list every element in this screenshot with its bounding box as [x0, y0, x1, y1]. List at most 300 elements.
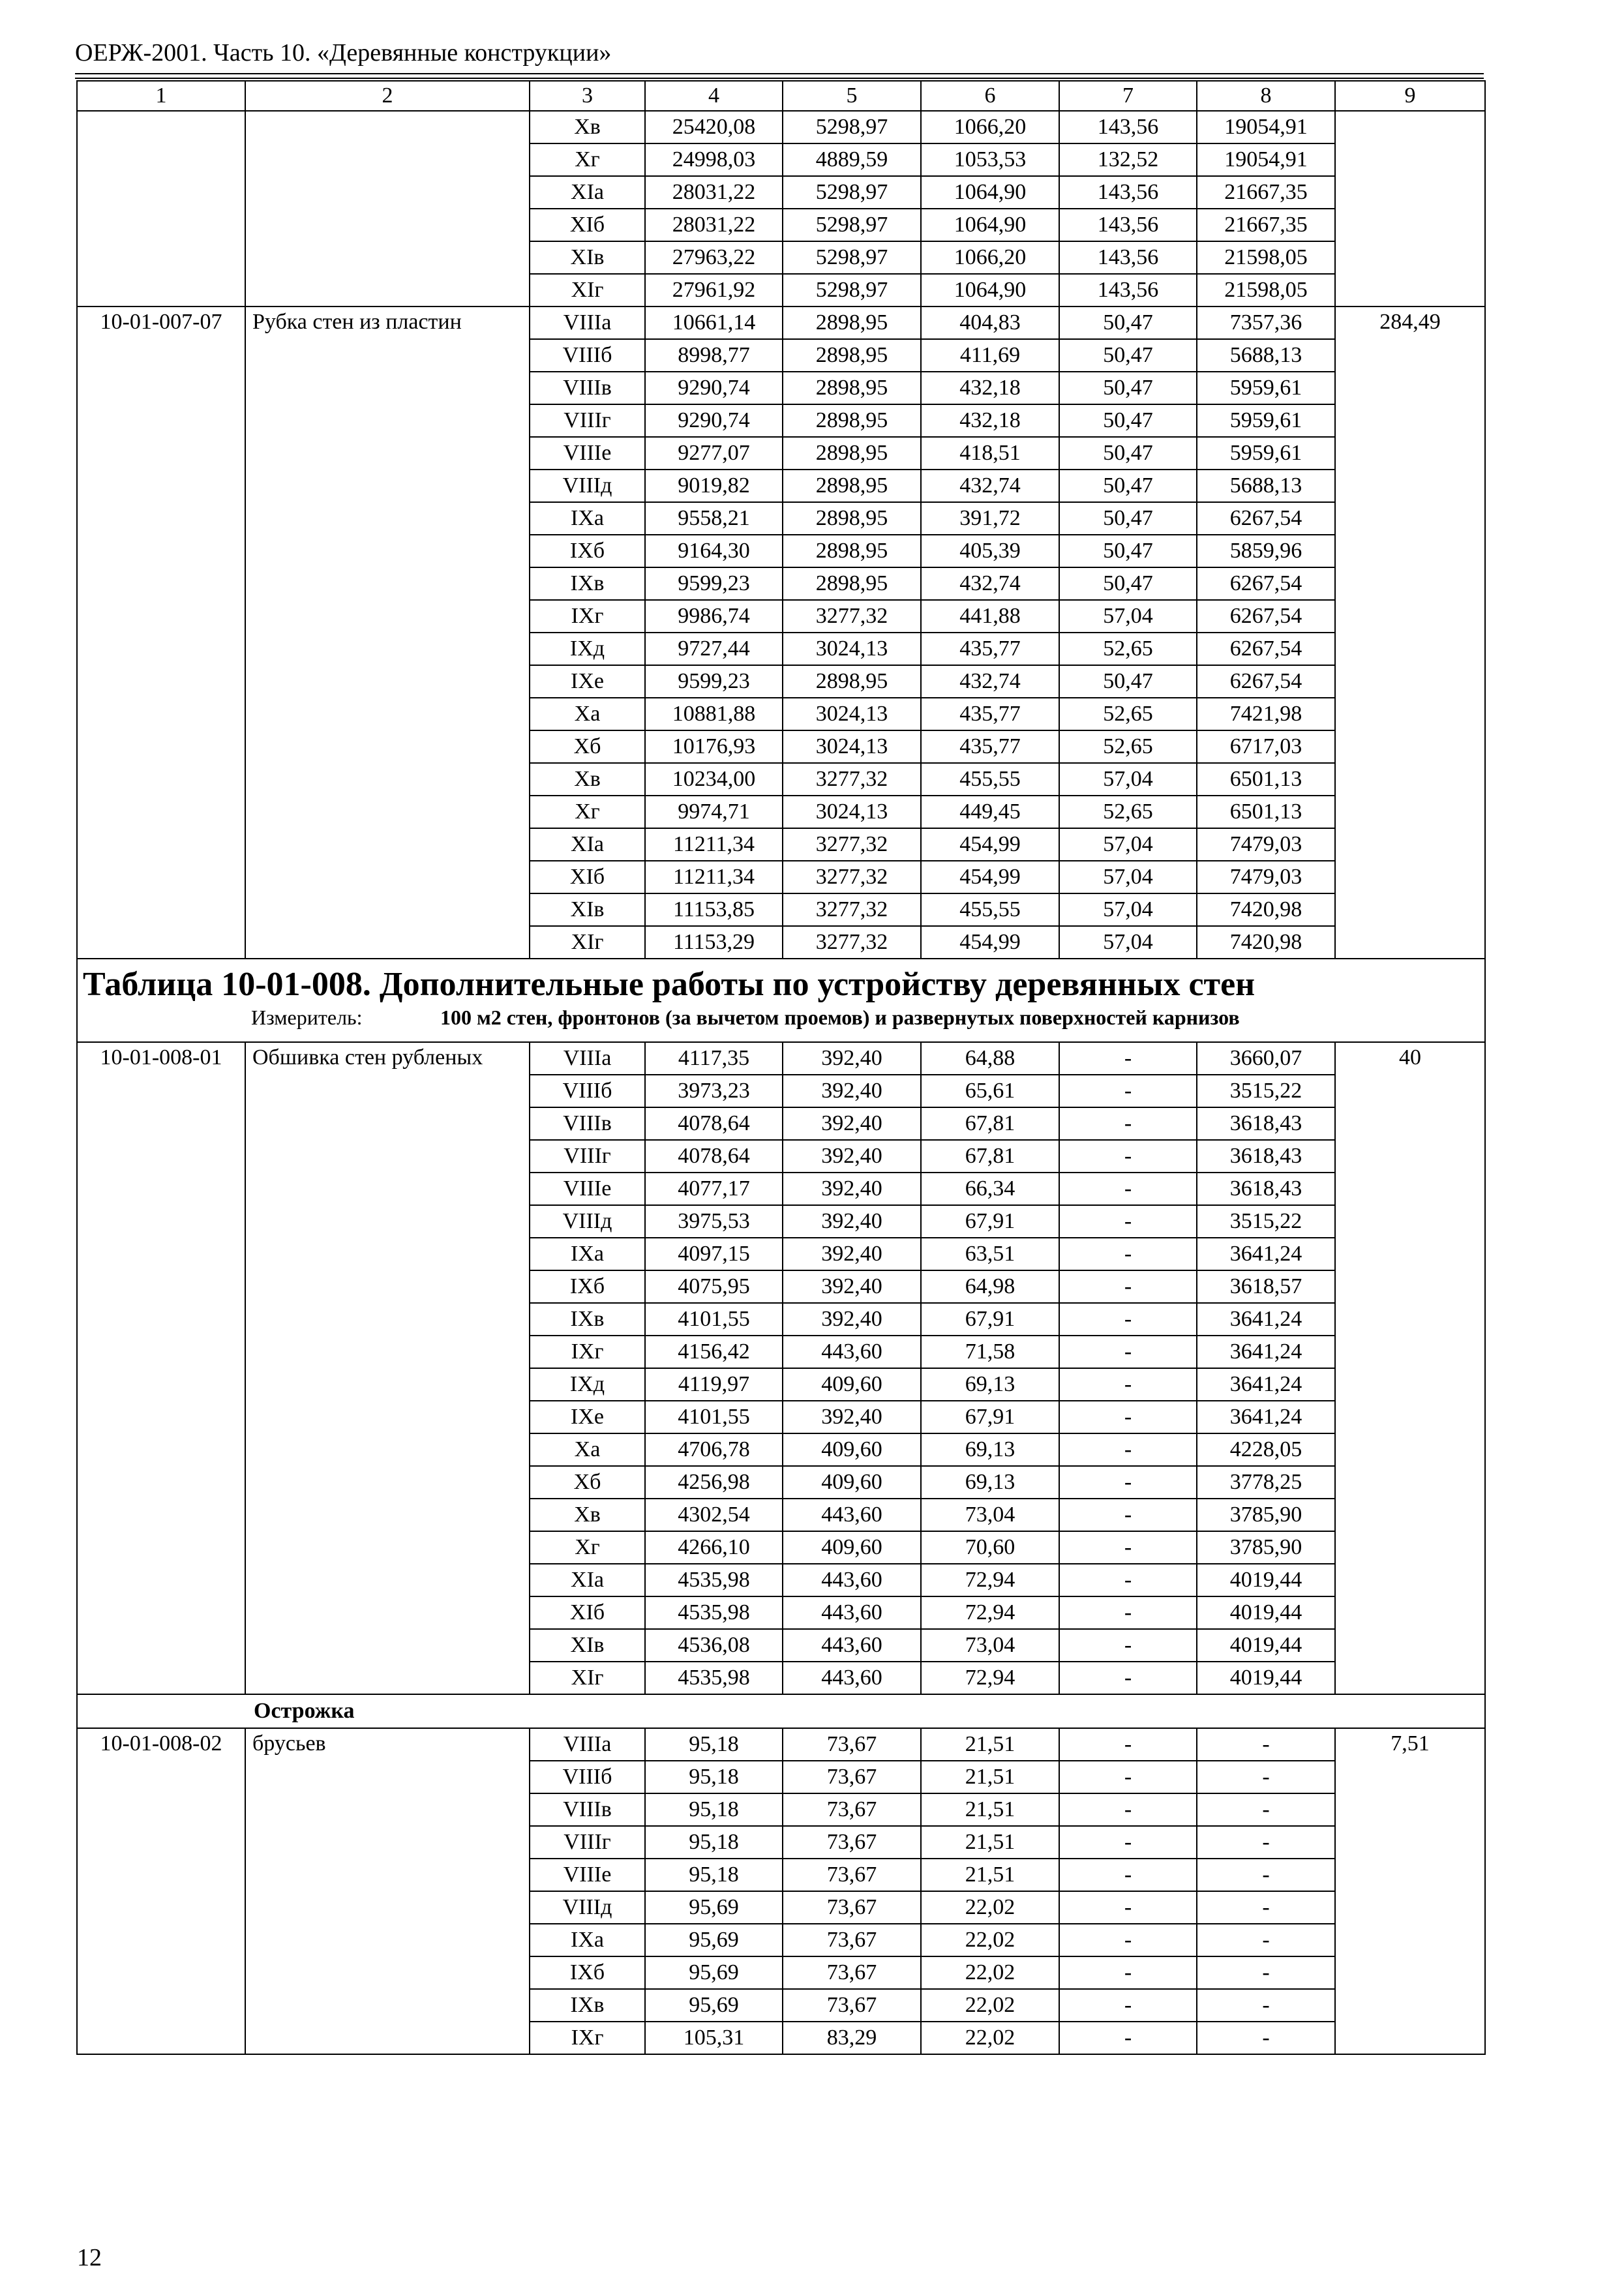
measure-value: 100 м2 стен, фронтонов (за вычетом проемов) и развернутых поверхностей карнизов — [440, 1006, 1240, 1030]
table-row — [77, 307, 1485, 339]
zone-cell: IXг — [530, 1336, 645, 1368]
value-cell: - — [1059, 1956, 1197, 1989]
value-cell: - — [1059, 1368, 1197, 1401]
value-cell: 454,99 — [921, 926, 1059, 959]
value-cell: 4535,98 — [645, 1662, 783, 1694]
value-cell: 1064,90 — [921, 209, 1059, 241]
value-cell: 3277,32 — [783, 828, 921, 861]
value-cell: 4078,64 — [645, 1107, 783, 1140]
value-cell: - — [1059, 1629, 1197, 1662]
zone-cell: VIIIа — [530, 1042, 645, 1075]
value-cell: 3641,24 — [1197, 1238, 1335, 1270]
value-cell: - — [1059, 1140, 1197, 1173]
unit-value: 7,51 — [1335, 1728, 1485, 2054]
zone-cell: VIIIг — [530, 404, 645, 437]
item-code: 10-01-007-07 — [77, 307, 245, 959]
value-cell: 432,74 — [921, 567, 1059, 600]
value-cell: 5959,61 — [1197, 372, 1335, 404]
value-cell: 143,56 — [1059, 241, 1197, 274]
value-cell: 10234,00 — [645, 763, 783, 796]
value-cell: 28031,22 — [645, 209, 783, 241]
value-cell: 95,69 — [645, 1989, 783, 2022]
value-cell: 455,55 — [921, 893, 1059, 926]
value-cell: 73,04 — [921, 1499, 1059, 1531]
value-cell: 4302,54 — [645, 1499, 783, 1531]
value-cell: 7479,03 — [1197, 828, 1335, 861]
value-cell: 72,94 — [921, 1662, 1059, 1694]
zone-cell: Xг — [530, 143, 645, 176]
column-header: 2 — [245, 81, 530, 111]
value-cell: 5859,96 — [1197, 535, 1335, 567]
value-cell: 57,04 — [1059, 600, 1197, 633]
value-cell: 143,56 — [1059, 176, 1197, 209]
zone-cell: IXд — [530, 1368, 645, 1401]
value-cell: 83,29 — [783, 2022, 921, 2054]
value-cell: 67,91 — [921, 1205, 1059, 1238]
value-cell: 95,18 — [645, 1859, 783, 1891]
value-cell: 57,04 — [1059, 861, 1197, 893]
value-cell: - — [1059, 1433, 1197, 1466]
unit-value: 284,49 — [1335, 307, 1485, 959]
zone-cell: XIв — [530, 893, 645, 926]
value-cell: 73,67 — [783, 1826, 921, 1859]
zone-cell: XIв — [530, 241, 645, 274]
value-cell: 4117,35 — [645, 1042, 783, 1075]
value-cell: 5298,97 — [783, 274, 921, 307]
zone-cell: XIб — [530, 861, 645, 893]
value-cell: 392,40 — [783, 1042, 921, 1075]
table-row — [77, 1042, 1485, 1075]
value-cell: 392,40 — [783, 1140, 921, 1173]
value-cell: 52,65 — [1059, 796, 1197, 828]
page-header-title: ОЕРЖ-2001. Часть 10. «Деревянные конструкции» — [75, 39, 612, 67]
zone-cell: VIIIв — [530, 1107, 645, 1140]
value-cell: - — [1059, 1466, 1197, 1499]
value-cell: 3515,22 — [1197, 1075, 1335, 1107]
value-cell: 2898,95 — [783, 665, 921, 698]
value-cell: 443,60 — [783, 1564, 921, 1596]
value-cell: 9974,71 — [645, 796, 783, 828]
value-cell: 5298,97 — [783, 241, 921, 274]
table-caption — [77, 959, 1485, 1042]
value-cell: 5959,61 — [1197, 437, 1335, 470]
value-cell: - — [1059, 2022, 1197, 2054]
zone-cell: IXв — [530, 1989, 645, 2022]
value-cell: 21,51 — [921, 1793, 1059, 1826]
value-cell: 64,98 — [921, 1270, 1059, 1303]
value-cell: 3277,32 — [783, 600, 921, 633]
zone-cell: VIIIб — [530, 339, 645, 372]
value-cell: 392,40 — [783, 1173, 921, 1205]
value-cell: 6267,54 — [1197, 502, 1335, 535]
item-name: брусьев — [245, 1728, 530, 2054]
value-cell: 9599,23 — [645, 665, 783, 698]
value-cell: 3618,57 — [1197, 1270, 1335, 1303]
value-cell: - — [1059, 1728, 1197, 1761]
value-cell: 57,04 — [1059, 763, 1197, 796]
zone-cell: IXб — [530, 1956, 645, 1989]
blank-cell — [245, 111, 530, 307]
zone-cell: IXа — [530, 1924, 645, 1956]
header-rule — [75, 78, 1484, 79]
value-cell: 4266,10 — [645, 1531, 783, 1564]
value-cell: 22,02 — [921, 1891, 1059, 1924]
column-header: 5 — [783, 81, 921, 111]
value-cell: - — [1059, 1303, 1197, 1336]
value-cell: 404,83 — [921, 307, 1059, 339]
value-cell: 392,40 — [783, 1401, 921, 1433]
value-cell: 6501,13 — [1197, 796, 1335, 828]
value-cell: 69,13 — [921, 1433, 1059, 1466]
zone-cell: VIIIв — [530, 372, 645, 404]
table-title: Таблица 10-01-008. Дополнительные работы по устройству деревянных стен — [83, 966, 1256, 1003]
value-cell: - — [1059, 1761, 1197, 1793]
zone-cell: Xб — [530, 730, 645, 763]
value-cell: 95,69 — [645, 1891, 783, 1924]
value-cell: 50,47 — [1059, 470, 1197, 502]
blank-cell — [77, 111, 245, 307]
value-cell: - — [1059, 1826, 1197, 1859]
zone-cell: VIIIе — [530, 1173, 645, 1205]
value-cell: 5688,13 — [1197, 470, 1335, 502]
zone-cell: Xг — [530, 796, 645, 828]
value-cell: 22,02 — [921, 1989, 1059, 2022]
value-cell: 72,94 — [921, 1596, 1059, 1629]
value-cell: 50,47 — [1059, 437, 1197, 470]
value-cell: 7420,98 — [1197, 926, 1335, 959]
column-header: 7 — [1059, 81, 1197, 111]
zone-cell: IXв — [530, 1303, 645, 1336]
value-cell: 5688,13 — [1197, 339, 1335, 372]
value-cell: 9290,74 — [645, 372, 783, 404]
value-cell: 67,81 — [921, 1107, 1059, 1140]
value-cell: 57,04 — [1059, 828, 1197, 861]
value-cell: 50,47 — [1059, 665, 1197, 698]
zone-cell: VIIIв — [530, 1793, 645, 1826]
value-cell: 3973,23 — [645, 1075, 783, 1107]
zone-cell: IXг — [530, 2022, 645, 2054]
value-cell: 435,77 — [921, 698, 1059, 730]
value-cell: 2898,95 — [783, 339, 921, 372]
value-cell: - — [1197, 1859, 1335, 1891]
value-cell: 3618,43 — [1197, 1140, 1335, 1173]
value-cell: 3641,24 — [1197, 1303, 1335, 1336]
unit-value: 40 — [1335, 1042, 1485, 1694]
value-cell: 9277,07 — [645, 437, 783, 470]
value-cell: 95,18 — [645, 1761, 783, 1793]
value-cell: 409,60 — [783, 1368, 921, 1401]
value-cell: 4889,59 — [783, 143, 921, 176]
value-cell: 25420,08 — [645, 111, 783, 143]
zone-cell: XIа — [530, 1564, 645, 1596]
zone-cell: XIг — [530, 926, 645, 959]
value-cell: 3641,24 — [1197, 1336, 1335, 1368]
value-cell: 22,02 — [921, 1956, 1059, 1989]
item-code: 10-01-008-02 — [77, 1728, 245, 2054]
value-cell: 4706,78 — [645, 1433, 783, 1466]
value-cell: 6267,54 — [1197, 567, 1335, 600]
value-cell: 443,60 — [783, 1662, 921, 1694]
value-cell: 6717,03 — [1197, 730, 1335, 763]
value-cell: 2898,95 — [783, 567, 921, 600]
value-cell: 3641,24 — [1197, 1401, 1335, 1433]
value-cell: 2898,95 — [783, 535, 921, 567]
zone-cell: XIа — [530, 176, 645, 209]
value-cell: - — [1197, 1891, 1335, 1924]
value-cell: 9290,74 — [645, 404, 783, 437]
zone-cell: VIIIб — [530, 1075, 645, 1107]
value-cell: 66,34 — [921, 1173, 1059, 1205]
value-cell: 4078,64 — [645, 1140, 783, 1173]
value-cell: 57,04 — [1059, 926, 1197, 959]
value-cell: 9558,21 — [645, 502, 783, 535]
measure-label: Измеритель: — [251, 1006, 363, 1030]
value-cell: 3785,90 — [1197, 1499, 1335, 1531]
value-cell: 67,91 — [921, 1303, 1059, 1336]
value-cell: 132,52 — [1059, 143, 1197, 176]
value-cell: 21,51 — [921, 1761, 1059, 1793]
zone-cell: VIIIд — [530, 1205, 645, 1238]
value-cell: 443,60 — [783, 1596, 921, 1629]
measure-line — [83, 1007, 1479, 1028]
value-cell: - — [1059, 1401, 1197, 1433]
table-row — [77, 111, 1485, 143]
value-cell: 95,69 — [645, 1924, 783, 1956]
value-cell: 409,60 — [783, 1466, 921, 1499]
value-cell: 432,18 — [921, 404, 1059, 437]
column-header: 1 — [77, 81, 245, 111]
value-cell: 50,47 — [1059, 339, 1197, 372]
value-cell: 3277,32 — [783, 861, 921, 893]
value-cell: 28031,22 — [645, 176, 783, 209]
zone-cell: VIIIг — [530, 1826, 645, 1859]
value-cell: - — [1059, 1564, 1197, 1596]
value-cell: 5298,97 — [783, 111, 921, 143]
value-cell: - — [1059, 1499, 1197, 1531]
value-cell: 1066,20 — [921, 241, 1059, 274]
value-cell: 73,67 — [783, 1761, 921, 1793]
value-cell: 11211,34 — [645, 828, 783, 861]
value-cell: 392,40 — [783, 1107, 921, 1140]
value-cell: 21667,35 — [1197, 176, 1335, 209]
zone-cell: IXб — [530, 1270, 645, 1303]
value-cell: 52,65 — [1059, 730, 1197, 763]
value-cell: 441,88 — [921, 600, 1059, 633]
value-cell: 4156,42 — [645, 1336, 783, 1368]
value-cell: 3277,32 — [783, 763, 921, 796]
value-cell: 6501,13 — [1197, 763, 1335, 796]
value-cell: 4019,44 — [1197, 1564, 1335, 1596]
value-cell: - — [1197, 1989, 1335, 2022]
zone-cell: IXд — [530, 633, 645, 665]
value-cell: 50,47 — [1059, 404, 1197, 437]
value-cell: 3277,32 — [783, 926, 921, 959]
value-cell: 73,67 — [783, 1956, 921, 1989]
value-cell: 105,31 — [645, 2022, 783, 2054]
zone-cell: VIIIг — [530, 1140, 645, 1173]
value-cell: 11211,34 — [645, 861, 783, 893]
value-cell: 2898,95 — [783, 502, 921, 535]
value-cell: 5959,61 — [1197, 404, 1335, 437]
value-cell: 73,67 — [783, 1859, 921, 1891]
subheading: Острожка — [77, 1694, 1485, 1728]
zone-cell: Xб — [530, 1466, 645, 1499]
value-cell: - — [1059, 1793, 1197, 1826]
value-cell: 405,39 — [921, 535, 1059, 567]
zone-cell: VIIIе — [530, 437, 645, 470]
value-cell: - — [1059, 1859, 1197, 1891]
item-name: Обшивка стен рубленых — [245, 1042, 530, 1694]
zone-cell: VIIIа — [530, 307, 645, 339]
value-cell: 69,13 — [921, 1466, 1059, 1499]
value-cell: 95,69 — [645, 1956, 783, 1989]
value-cell: 9164,30 — [645, 535, 783, 567]
value-cell: - — [1197, 1956, 1335, 1989]
value-cell: 443,60 — [783, 1336, 921, 1368]
price-table — [76, 80, 1486, 2055]
header-rule — [75, 73, 1484, 74]
value-cell: 3641,24 — [1197, 1368, 1335, 1401]
column-header: 8 — [1197, 81, 1335, 111]
value-cell: 57,04 — [1059, 893, 1197, 926]
value-cell: 4075,95 — [645, 1270, 783, 1303]
value-cell: 392,40 — [783, 1075, 921, 1107]
value-cell: 1064,90 — [921, 274, 1059, 307]
column-header-row — [77, 81, 1485, 111]
value-cell: 70,60 — [921, 1531, 1059, 1564]
value-cell: 69,13 — [921, 1368, 1059, 1401]
value-cell: 21598,05 — [1197, 241, 1335, 274]
value-cell: 50,47 — [1059, 567, 1197, 600]
value-cell: 454,99 — [921, 828, 1059, 861]
value-cell: 73,67 — [783, 1793, 921, 1826]
value-cell: 3778,25 — [1197, 1466, 1335, 1499]
zone-cell: XIв — [530, 1629, 645, 1662]
zone-cell: VIIIб — [530, 1761, 645, 1793]
zone-cell: XIа — [530, 828, 645, 861]
value-cell: - — [1059, 1173, 1197, 1205]
value-cell: - — [1197, 1924, 1335, 1956]
value-cell: 21598,05 — [1197, 274, 1335, 307]
value-cell: - — [1059, 1238, 1197, 1270]
value-cell: 24998,03 — [645, 143, 783, 176]
value-cell: 4019,44 — [1197, 1629, 1335, 1662]
value-cell: 52,65 — [1059, 633, 1197, 665]
value-cell: 443,60 — [783, 1499, 921, 1531]
value-cell: 4119,97 — [645, 1368, 783, 1401]
value-cell: 10881,88 — [645, 698, 783, 730]
value-cell: 65,61 — [921, 1075, 1059, 1107]
value-cell: 4101,55 — [645, 1303, 783, 1336]
value-cell: - — [1059, 1270, 1197, 1303]
value-cell: 432,74 — [921, 470, 1059, 502]
value-cell: 22,02 — [921, 1924, 1059, 1956]
value-cell: 10661,14 — [645, 307, 783, 339]
column-header: 4 — [645, 81, 783, 111]
zone-cell: Xг — [530, 1531, 645, 1564]
value-cell: 5298,97 — [783, 209, 921, 241]
value-cell: 19054,91 — [1197, 111, 1335, 143]
value-cell: 9599,23 — [645, 567, 783, 600]
value-cell: 2898,95 — [783, 372, 921, 404]
zone-cell: XIб — [530, 1596, 645, 1629]
value-cell: 3024,13 — [783, 633, 921, 665]
zone-cell: XIг — [530, 274, 645, 307]
value-cell: 4019,44 — [1197, 1596, 1335, 1629]
value-cell: 21,51 — [921, 1728, 1059, 1761]
value-cell: 7421,98 — [1197, 698, 1335, 730]
item-name: Рубка стен из пластин — [245, 307, 530, 959]
value-cell: 2898,95 — [783, 307, 921, 339]
zone-cell: IXе — [530, 1401, 645, 1433]
value-cell: - — [1059, 1205, 1197, 1238]
value-cell: - — [1197, 2022, 1335, 2054]
value-cell: 3618,43 — [1197, 1107, 1335, 1140]
value-cell: 4256,98 — [645, 1466, 783, 1499]
value-cell: 11153,85 — [645, 893, 783, 926]
value-cell: 3660,07 — [1197, 1042, 1335, 1075]
value-cell: 9019,82 — [645, 470, 783, 502]
value-cell: 73,67 — [783, 1989, 921, 2022]
zone-cell: IXг — [530, 600, 645, 633]
value-cell: 143,56 — [1059, 274, 1197, 307]
value-cell: - — [1197, 1761, 1335, 1793]
value-cell: 1053,53 — [921, 143, 1059, 176]
value-cell: 454,99 — [921, 861, 1059, 893]
value-cell: 4077,17 — [645, 1173, 783, 1205]
blank-cell — [1335, 111, 1485, 307]
zone-cell: VIIIд — [530, 1891, 645, 1924]
value-cell: - — [1197, 1826, 1335, 1859]
value-cell: 432,18 — [921, 372, 1059, 404]
value-cell: 392,40 — [783, 1270, 921, 1303]
value-cell: 3618,43 — [1197, 1173, 1335, 1205]
value-cell: 95,18 — [645, 1728, 783, 1761]
value-cell: 3024,13 — [783, 730, 921, 763]
value-cell: 409,60 — [783, 1531, 921, 1564]
value-cell: 6267,54 — [1197, 633, 1335, 665]
value-cell: 2898,95 — [783, 437, 921, 470]
value-cell: 73,67 — [783, 1891, 921, 1924]
value-cell: 1064,90 — [921, 176, 1059, 209]
value-cell: 143,56 — [1059, 111, 1197, 143]
value-cell: - — [1059, 1531, 1197, 1564]
value-cell: 3277,32 — [783, 893, 921, 926]
value-cell: 1066,20 — [921, 111, 1059, 143]
value-cell: 409,60 — [783, 1433, 921, 1466]
value-cell: 73,67 — [783, 1924, 921, 1956]
value-cell: - — [1059, 1107, 1197, 1140]
value-cell: 73,04 — [921, 1629, 1059, 1662]
value-cell: 143,56 — [1059, 209, 1197, 241]
value-cell: 4535,98 — [645, 1564, 783, 1596]
zone-cell: XIб — [530, 209, 645, 241]
value-cell: - — [1059, 1075, 1197, 1107]
value-cell: 19054,91 — [1197, 143, 1335, 176]
table-row — [77, 1728, 1485, 1761]
column-header: 9 — [1335, 81, 1485, 111]
value-cell: - — [1059, 1596, 1197, 1629]
value-cell: 27963,22 — [645, 241, 783, 274]
value-cell: 6267,54 — [1197, 600, 1335, 633]
value-cell: - — [1059, 1891, 1197, 1924]
value-cell: 67,91 — [921, 1401, 1059, 1433]
value-cell: 435,77 — [921, 633, 1059, 665]
value-cell: 9727,44 — [645, 633, 783, 665]
value-cell: 50,47 — [1059, 502, 1197, 535]
value-cell: 10176,93 — [645, 730, 783, 763]
value-cell: 411,69 — [921, 339, 1059, 372]
